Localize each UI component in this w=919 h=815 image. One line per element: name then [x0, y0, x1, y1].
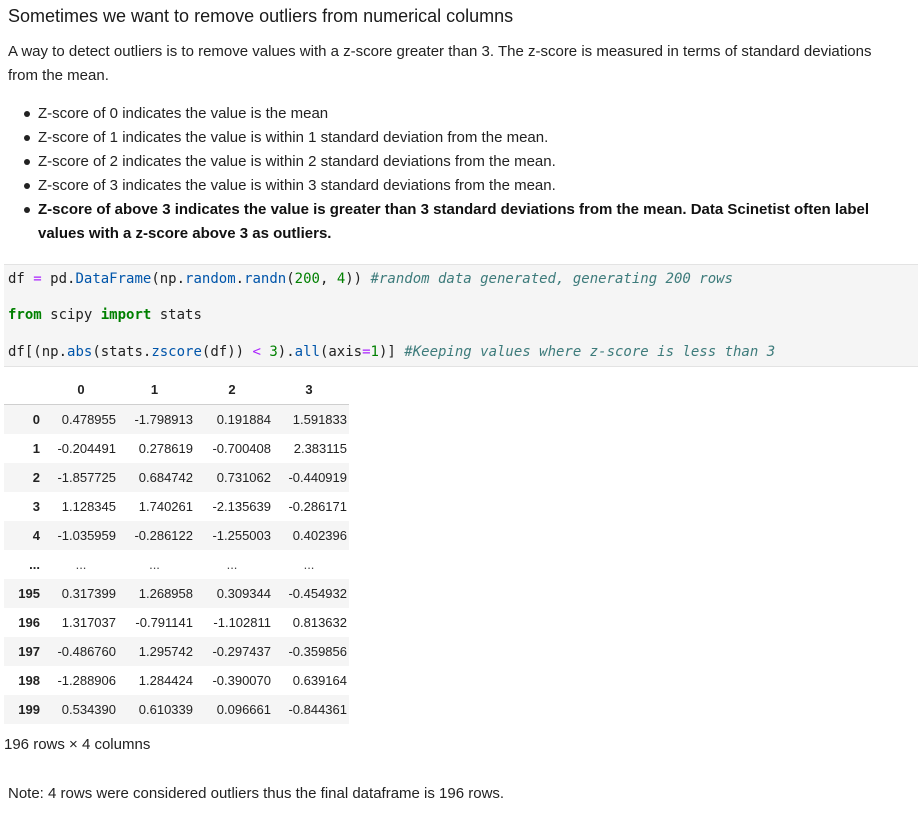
row-index: 3	[32, 499, 40, 514]
table-row	[4, 463, 349, 492]
table-cell: -0.700408	[212, 441, 271, 456]
column-header: 1	[116, 375, 193, 405]
table-cell: 0.309344	[216, 586, 271, 601]
table-cell: -0.454932	[288, 586, 347, 601]
table-cell: -0.286171	[288, 499, 347, 514]
intro-paragraph: A way to detect outliers is to remove values with a z-score greater than 3. The z-score is measured in terms of standard deviations from the mean.	[8, 43, 872, 84]
code-line-import: from scipy import stats	[8, 307, 202, 323]
section-heading: Sometimes we want to remove outliers from numerical columns	[8, 6, 514, 26]
row-index: 0	[32, 412, 40, 427]
table-cell: 0.402396	[292, 528, 347, 543]
table-cell: 1.284424	[138, 673, 193, 688]
list-item: Z-score of 2 indicates the value is within 2 standard deviations from the mean.	[22, 150, 912, 174]
table-cell: 2.383115	[293, 441, 347, 456]
table-cell: -0.359856	[288, 644, 347, 659]
table-cell: -0.844361	[288, 702, 347, 717]
table-cell: -0.390070	[212, 673, 271, 688]
table-cell: 0.731062	[216, 470, 271, 485]
table-cell: -0.791141	[135, 615, 193, 630]
table-cell: 1.740261	[138, 499, 193, 514]
row-index: 198	[18, 673, 40, 688]
table-row	[4, 666, 349, 695]
table-cell: -1.857725	[57, 470, 116, 485]
table-cell: -1.035959	[57, 528, 116, 543]
list-item: Z-score of 0 indicates the value is the mean	[22, 102, 912, 126]
table-cell: -1.102811	[213, 615, 271, 630]
dataframe-shape-label: 196 rows × 4 columns	[4, 736, 151, 753]
table-cell: -0.286122	[134, 528, 193, 543]
table-cell: ...	[75, 557, 87, 572]
table-cell: 0.278619	[138, 441, 193, 456]
column-header: 0	[46, 375, 116, 405]
table-row-ellipsis	[4, 550, 349, 579]
table-cell: 0.610339	[138, 702, 193, 717]
table-cell: 1.128345	[61, 499, 116, 514]
table-cell: 1.295742	[138, 644, 193, 659]
table-cell: 1.317037	[61, 615, 116, 630]
table-cell: 0.096661	[216, 702, 271, 717]
table-cell: 1.591833	[292, 412, 347, 427]
table-cell: ...	[149, 557, 160, 572]
list-item: Z-score of 1 indicates the value is within 1 standard deviation from the mean.	[22, 126, 912, 150]
table-cell: 0.684742	[138, 470, 193, 485]
row-index: 1	[32, 441, 40, 456]
table-row	[4, 521, 349, 550]
row-index: 197	[18, 644, 40, 659]
row-index: 195	[18, 586, 40, 601]
table-cell: -0.486760	[57, 644, 116, 659]
table-cell: 0.191884	[216, 412, 271, 427]
table-cell: 0.317399	[61, 586, 116, 601]
table-cell: -1.288906	[57, 673, 116, 688]
column-header: 2	[193, 375, 271, 405]
code-line-dataframe: df = pd.DataFrame(np.random.randn(200, 4)) #random data generated, generating 200 rows	[8, 271, 733, 287]
table-cell: 0.478955	[61, 412, 116, 427]
zscore-bullet-list	[22, 102, 912, 246]
row-index: 196	[18, 615, 40, 630]
row-index: ...	[29, 557, 40, 572]
column-header	[4, 375, 46, 405]
table-header-row	[4, 375, 349, 405]
table-cell: -0.440919	[288, 470, 347, 485]
table-cell: ...	[226, 557, 238, 572]
table-cell: 1.268958	[138, 586, 193, 601]
list-item-emphasis: Z-score of above 3 indicates the value is greater than 3 standard deviations from the mean. Data Scinetist often label values with a z-score above 3 as outliers.	[22, 198, 912, 246]
row-index: 199	[18, 702, 40, 717]
code-line-filter: df[(np.abs(stats.zscore(df)) < 3).all(axis=1)] #Keeping values where z-score is less than 3	[8, 344, 776, 360]
row-index: 4	[32, 528, 40, 543]
table-cell: 0.639164	[292, 673, 347, 688]
column-header: 3	[271, 375, 349, 405]
row-index: 2	[32, 470, 40, 485]
table-row	[4, 608, 349, 637]
table-row	[4, 492, 349, 521]
table-cell: ...	[303, 557, 315, 572]
list-item: Z-score of 3 indicates the value is within 3 standard deviations from the mean.	[22, 174, 912, 198]
table-cell: -1.798913	[134, 412, 193, 427]
table-cell: -2.135639	[212, 499, 271, 514]
dataframe-table	[4, 375, 349, 724]
note-text: Note: 4 rows were considered outliers thus the final dataframe is 196 rows.	[8, 785, 505, 802]
table-cell: -0.297437	[212, 644, 271, 659]
table-cell: 0.534390	[61, 702, 116, 717]
code-cell[interactable]	[4, 264, 918, 367]
table-cell: -1.255003	[212, 528, 271, 543]
table-row	[4, 405, 349, 435]
table-cell: 0.813632	[292, 615, 347, 630]
table-row	[4, 637, 349, 666]
table-row	[4, 434, 349, 463]
table-cell: -0.204491	[57, 441, 116, 456]
table-row	[4, 695, 349, 724]
table-row	[4, 579, 349, 608]
